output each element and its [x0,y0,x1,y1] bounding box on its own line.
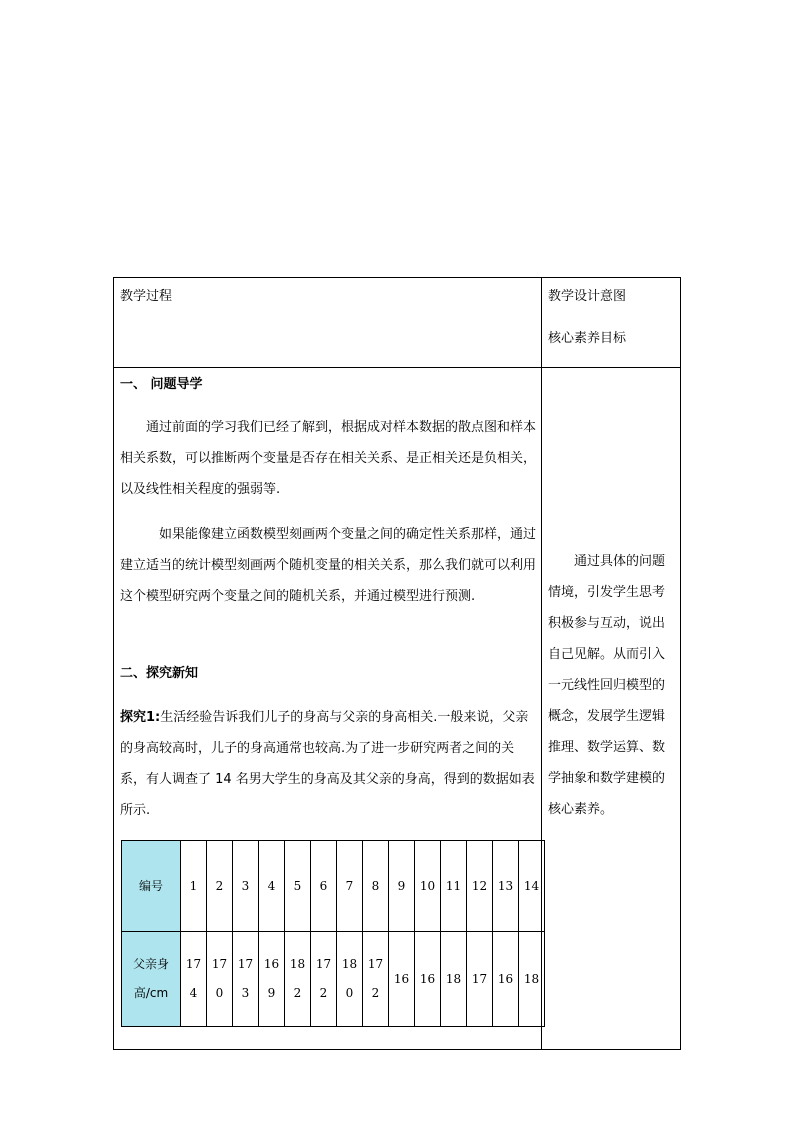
cell-text-line: 16 [393,971,410,986]
height-cell [467,932,493,1027]
id-cell: 6 [311,841,337,932]
id-cell: 1 [181,841,207,932]
height-cell [259,932,285,1027]
cell-text-line: 17 [471,971,488,986]
header-divider [114,367,680,368]
cell-text-line: 0 [345,986,354,1000]
header-core-literacy: 核心素养目标 [548,331,627,346]
height-cell [285,932,311,1027]
cell-text-line: 16 [497,971,514,986]
height-cell [441,932,467,1027]
cell-text-line: 9 [267,986,276,1000]
cell-text-line: 2 [319,986,328,1000]
id-cell: 7 [337,841,363,932]
table-row-father-height [122,932,545,1027]
height-cell [207,932,233,1027]
cell-text-line: 17 [237,957,254,971]
height-cell [415,932,441,1027]
cell-text-line: 14 [523,878,540,893]
section2-title: 二、探究新知 [120,666,199,681]
cell-text-line: 17 [211,957,228,971]
cell-text-line: 0 [215,986,224,1000]
id-cell [415,841,441,932]
cell-text-line: 17 [367,957,384,971]
header-teaching-process: 教学过程 [120,289,173,304]
height-cell [363,932,389,1027]
cell-text-line: 10 [419,878,436,893]
cell-text-line: 17 [315,957,332,971]
row-header-id: 编号 [122,841,181,932]
height-data-table [121,840,545,1027]
row-header-line2: 高/cm [133,986,169,1000]
cell-text-line: 13 [497,878,514,893]
id-cell: 5 [285,841,311,932]
cell-text-line: 18 [445,971,462,986]
cell-text-line: 3 [241,986,250,1000]
id-cell: 2 [207,841,233,932]
id-cell: 9 [389,841,415,932]
height-cell [493,932,519,1027]
cell-text-line: 16 [419,971,436,986]
row-header-line1: 父亲身 [132,957,169,971]
table-row-ids [122,841,545,932]
cell-text-line: 4 [189,986,198,1000]
id-cell: 8 [363,841,389,932]
height-cell [311,932,337,1027]
id-cell [467,841,493,932]
explore-text: 生活经验告诉我们儿子的身高与父亲的身高相关.一般来说，父亲的身高较高时，儿子的身高通常也较高.为了进一步研究两者之间的关系，有人调查了 14 名男大学生的身高及其父亲的身高，得到的数据如表所示. [120,710,535,818]
cell-text-line: 18 [523,971,540,986]
cell-text-line: 2 [371,986,380,1000]
cell-text-line: 11 [445,878,462,893]
section1-paragraph1: 通过前面的学习我们已经了解到，根据成对样本数据的散点图和样本相关系数，可以推断两个变量是否存在相关关系、是正相关还是负相关，以及线性相关程度的强弱等. [120,420,537,497]
cell-text-line: 18 [341,957,358,971]
height-cell [389,932,415,1027]
lesson-table [113,277,681,1050]
id-cell [441,841,467,932]
cell-text-line: 2 [293,986,302,1000]
cell-text-line: 17 [185,957,202,971]
cell-text-line: 18 [289,957,306,971]
height-cell [233,932,259,1027]
id-cell [493,841,519,932]
row-header-father-height [122,932,181,1027]
header-design-intent: 教学设计意图 [548,289,627,304]
height-cell [337,932,363,1027]
height-cell [181,932,207,1027]
section1-title: 一、 问题导学 [120,377,203,392]
height-cell [519,932,545,1027]
cell-text-line: 12 [471,878,488,893]
section1-paragraph2: 如果能像建立函数模型刻画两个变量之间的确定性关系那样，通过建立适当的统计模型刻画两个随机变量的相关关系，那么我们就可以利用这个模型研究两个变量之间的随机关系，并通过模型进行预测. [120,527,537,604]
id-cell [519,841,545,932]
id-cell: 4 [259,841,285,932]
cell-text-line: 16 [263,957,280,971]
explore-paragraph [120,702,536,826]
explore-label: 探究1: [120,710,161,725]
design-intent-text: 通过具体的问题情境，引发学生思考积极参与互动，说出自己见解。从而引入一元线性回归模型的概念，发展学生逻辑推理、数学运算、数学抽象和数学建模的核心素养。 [548,554,666,817]
id-cell: 3 [233,841,259,932]
